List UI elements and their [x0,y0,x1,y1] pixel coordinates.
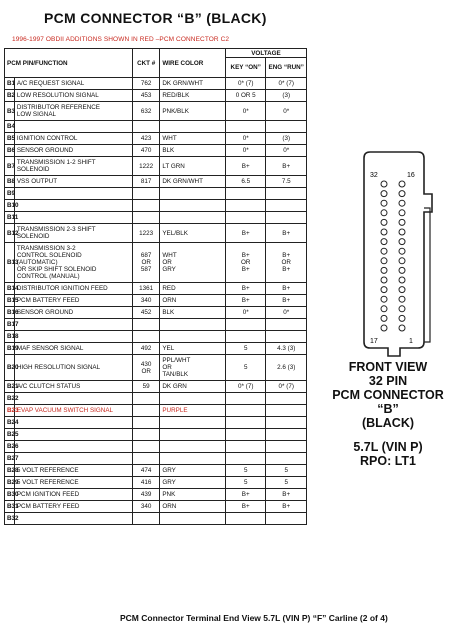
circuit-number: 423 [133,133,160,145]
voltage-key-on: 5 [225,355,265,381]
circuit-number: 470 [133,145,160,157]
circuit-number: 416 [133,477,160,489]
circuit-number: 1223 [133,224,160,243]
table-row [5,513,307,525]
pin-id: B9 [5,188,15,200]
table-row [5,188,307,200]
wire-color: RED [160,283,226,295]
pin-id: B23 [5,405,15,417]
pin-id: B18 [5,331,15,343]
pin-label-17: 17 [370,338,378,345]
pin-hole [381,306,387,312]
wire-color: BLK [160,307,226,319]
voltage-eng-run [266,441,307,453]
voltage-eng-run [266,212,307,224]
wire-color [160,319,226,331]
pin-hole [381,287,387,293]
pin-function [14,393,132,405]
table-row [5,465,307,477]
pin-id: B21 [5,381,15,393]
table-row [5,224,307,243]
voltage-eng-run [266,393,307,405]
circuit-number [133,319,160,331]
pin-hole [381,191,387,197]
voltage-eng-run: 0* [266,102,307,121]
circuit-number [133,200,160,212]
pin-id: B22 [5,393,15,405]
voltage-eng-run: 5 [266,477,307,489]
voltage-key-on [225,319,265,331]
voltage-key-on: 0* [225,307,265,319]
pin-hole [399,287,405,293]
circuit-number [133,121,160,133]
table-row [5,90,307,102]
table-row [5,200,307,212]
voltage-key-on: B+ [225,224,265,243]
voltage-eng-run: B+ OR B+ [266,243,307,283]
pin-function [14,121,132,133]
header-eng-run: ENG “RUN” [266,58,307,78]
pin-hole [399,258,405,264]
table-row [5,331,307,343]
wire-color: WHT OR GRY [160,243,226,283]
wire-color [160,429,226,441]
wire-color: WHT [160,133,226,145]
voltage-eng-run [266,429,307,441]
table-row [5,393,307,405]
voltage-key-on [225,393,265,405]
wire-color [160,331,226,343]
pin-hole [381,181,387,187]
pin-function [14,212,132,224]
wire-color [160,188,226,200]
table-row [5,441,307,453]
voltage-eng-run [266,121,307,133]
connector-letter-line: “B” [377,402,399,416]
circuit-number: 762 [133,78,160,90]
pin-hole [381,277,387,283]
voltage-key-on: 0* (7) [225,381,265,393]
voltage-key-on: 0 OR 5 [225,90,265,102]
wire-color: ORN [160,501,226,513]
connector-terminal-view [360,150,446,360]
pin-id: B31 [5,501,15,513]
table-row [5,343,307,355]
connector-key-tab [424,208,430,342]
table-row [5,405,307,417]
pin-id: B13 [5,243,15,283]
wire-color [160,441,226,453]
pin-function: 5 VOLT REFERENCE [14,465,132,477]
voltage-eng-run [266,405,307,417]
voltage-key-on: 5 [225,477,265,489]
pin-function [14,513,132,525]
wire-color: PNK [160,489,226,501]
voltage-key-on: 0* [225,102,265,121]
table-row [5,453,307,465]
wire-color: DK GRN [160,381,226,393]
voltage-eng-run [266,453,307,465]
pin-hole [381,267,387,273]
table-row [5,477,307,489]
front-view-line: FRONT VIEW [348,360,428,374]
pin-function [14,188,132,200]
voltage-key-on: B+ [225,501,265,513]
pin-function [14,453,132,465]
pin-id: B14 [5,283,15,295]
pin-function: A/C REQUEST SIGNAL [14,78,132,90]
pin-id: B6 [5,145,15,157]
circuit-number [133,441,160,453]
circuit-number [133,188,160,200]
voltage-key-on [225,429,265,441]
pin-function: DISTRIBUTOR IGNITION FEED [14,283,132,295]
circuit-number: 474 [133,465,160,477]
pin-label-16: 16 [407,172,415,179]
pin-function: MAF SENSOR SIGNAL [14,343,132,355]
voltage-eng-run [266,319,307,331]
wire-color: DK GRN/WHT [160,78,226,90]
voltage-key-on: 5 [225,343,265,355]
pin-function: 5 VOLT REFERENCE [14,477,132,489]
table-row [5,319,307,331]
table-row [5,102,307,121]
voltage-key-on [225,417,265,429]
pin-id: B12 [5,224,15,243]
voltage-eng-run: 4.3 (3) [266,343,307,355]
pin-hole [381,325,387,331]
pin-id: B24 [5,417,15,429]
pin-hole [381,229,387,235]
voltage-key-on: 5 [225,465,265,477]
pin-id: B2 [5,90,15,102]
voltage-eng-run: 0* [266,145,307,157]
voltage-eng-run [266,417,307,429]
front-view-caption [318,360,458,468]
red-additions-note: 1996-1997 OBDII ADDITIONS SHOWN IN RED –PCM CONNECTOR C2 [12,36,230,43]
pin-count-line: 32 PIN [368,374,408,388]
pin-id: B32 [5,513,15,525]
pin-id: B1 [5,78,15,90]
pin-function: IGNITION CONTROL [14,133,132,145]
pin-id: B17 [5,319,15,331]
pin-id: B20 [5,355,15,381]
connector-color-line: (BLACK) [361,416,415,430]
pin-function [14,331,132,343]
pin-hole [399,296,405,302]
pin-hole [381,296,387,302]
table-row [5,243,307,283]
pin-function: EVAP VACUUM SWITCH SIGNAL [14,405,132,417]
circuit-number: 687 OR 587 [133,243,160,283]
circuit-number: 452 [133,307,160,319]
voltage-key-on: B+ [225,157,265,176]
circuit-number [133,212,160,224]
pin-id: B26 [5,441,15,453]
pin-id: B11 [5,212,15,224]
pin-id: B25 [5,429,15,441]
voltage-key-on: 6.5 [225,176,265,188]
circuit-number [133,393,160,405]
pin-id: B8 [5,176,15,188]
wire-color [160,121,226,133]
page-footer: PCM Connector Terminal End View 5.7L (VIN P) “F” Carline (2 of 4) [120,613,388,623]
pin-function [14,441,132,453]
header-wire: WIRE COLOR [160,49,226,78]
table-row [5,176,307,188]
pin-id: B4 [5,121,15,133]
table-row [5,355,307,381]
pin-function: PCM IGNITION FEED [14,489,132,501]
voltage-key-on [225,331,265,343]
circuit-number [133,453,160,465]
pin-id: B3 [5,102,15,121]
pin-hole [399,239,405,245]
voltage-key-on: 0* [225,133,265,145]
voltage-key-on [225,121,265,133]
wire-color: LT GRN [160,157,226,176]
table-row [5,212,307,224]
circuit-number: 632 [133,102,160,121]
pin-hole [381,210,387,216]
pin-function: A/C CLUTCH STATUS [14,381,132,393]
voltage-key-on [225,513,265,525]
pin-table [4,48,307,525]
pin-hole [399,248,405,254]
pin-rows [5,78,307,525]
pin-function: TRANSMISSION 3-2 CONTROL SOLENOID (AUTOMATIC) OR SKIP SHIFT SOLENOID CONTROL (MANUAL) [14,243,132,283]
wire-color: GRY [160,465,226,477]
pin-hole [399,315,405,321]
pin-hole [399,181,405,187]
circuit-number [133,513,160,525]
rpo-line: RPO: LT1 [359,454,417,468]
pin-label-32: 32 [370,172,378,179]
circuit-number: 492 [133,343,160,355]
pin-function [14,417,132,429]
voltage-eng-run: B+ [266,283,307,295]
voltage-eng-run: 5 [266,465,307,477]
table-row [5,145,307,157]
voltage-key-on: 0* [225,145,265,157]
pin-hole [381,248,387,254]
engine-line: 5.7L (VIN P) [353,440,423,454]
voltage-eng-run: 0* (7) [266,381,307,393]
pin-function [14,319,132,331]
table-row [5,381,307,393]
circuit-number [133,417,160,429]
pin-hole [399,267,405,273]
circuit-number: 1361 [133,283,160,295]
voltage-eng-run: B+ [266,157,307,176]
header-ckt: CKT # [133,49,160,78]
pin-function: TRANSMISSION 1-2 SHIFT SOLENOID [14,157,132,176]
table-row [5,133,307,145]
pin-function: LOW RESOLUTION SIGNAL [14,90,132,102]
circuit-number: 340 [133,295,160,307]
wire-color: DK GRN/WHT [160,176,226,188]
voltage-eng-run: (3) [266,133,307,145]
pin-function: SENSOR GROUND [14,145,132,157]
table-row [5,429,307,441]
circuit-number [133,405,160,417]
voltage-eng-run: 7.5 [266,176,307,188]
voltage-eng-run: 2.6 (3) [266,355,307,381]
pin-id: B29 [5,477,15,489]
voltage-key-on [225,453,265,465]
table-row [5,501,307,513]
wire-color: RED/BLK [160,90,226,102]
voltage-eng-run: 0* (7) [266,78,307,90]
pin-function [14,200,132,212]
wire-color [160,393,226,405]
wire-color: BLK [160,145,226,157]
pin-hole [381,219,387,225]
circuit-number: 817 [133,176,160,188]
circuit-number [133,331,160,343]
voltage-eng-run: 0* [266,307,307,319]
page-title: PCM CONNECTOR “B” (BLACK) [44,10,267,26]
circuit-number: 59 [133,381,160,393]
pin-hole [399,325,405,331]
wire-color [160,200,226,212]
pin-label-1: 1 [409,338,413,345]
table-row [5,121,307,133]
circuit-number [133,429,160,441]
pin-id: B10 [5,200,15,212]
wire-color: PURPLE [160,405,226,417]
header-key-on: KEY “ON” [225,58,265,78]
pin-function: PCM BATTERY FEED [14,295,132,307]
table-row [5,78,307,90]
voltage-key-on [225,200,265,212]
voltage-eng-run [266,513,307,525]
wire-color [160,513,226,525]
pin-hole [399,210,405,216]
voltage-eng-run: B+ [266,489,307,501]
voltage-key-on [225,441,265,453]
pin-hole [399,200,405,206]
circuit-number: 430 OR [133,355,160,381]
pin-id: B7 [5,157,15,176]
table-row [5,283,307,295]
voltage-key-on: B+ OR B+ [225,243,265,283]
pin-hole [381,315,387,321]
pin-id: B30 [5,489,15,501]
wire-color [160,453,226,465]
pin-function: DISTRIBUTOR REFERENCE LOW SIGNAL [14,102,132,121]
header-voltage: VOLTAGE [225,49,306,58]
header-function: PCM PIN/FUNCTION [5,49,133,78]
table-row [5,417,307,429]
voltage-key-on [225,188,265,200]
table-row [5,489,307,501]
pin-hole [381,258,387,264]
pin-hole [399,229,405,235]
pin-id: B19 [5,343,15,355]
pin-hole [381,239,387,245]
table-row [5,157,307,176]
pin-hole [399,277,405,283]
pin-id: B15 [5,295,15,307]
pin-function [14,429,132,441]
pin-function: VSS OUTPUT [14,176,132,188]
voltage-eng-run [266,331,307,343]
voltage-eng-run [266,188,307,200]
voltage-key-on: B+ [225,295,265,307]
connector-name-line: PCM CONNECTOR [332,388,444,402]
pin-function: SENSOR GROUND [14,307,132,319]
circuit-number: 453 [133,90,160,102]
voltage-eng-run: B+ [266,295,307,307]
circuit-number: 340 [133,501,160,513]
voltage-eng-run: (3) [266,90,307,102]
pin-hole [399,191,405,197]
wire-color: PNK/BLK [160,102,226,121]
pin-id: B27 [5,453,15,465]
pin-id: B16 [5,307,15,319]
voltage-key-on [225,212,265,224]
circuit-number: 439 [133,489,160,501]
pin-function: PCM BATTERY FEED [14,501,132,513]
pin-id: B5 [5,133,15,145]
pin-hole [381,200,387,206]
pin-id: B28 [5,465,15,477]
connector-housing-outline [364,152,432,356]
wire-color: PPL/WHT OR TAN/BLK [160,355,226,381]
voltage-key-on: B+ [225,283,265,295]
voltage-key-on: B+ [225,489,265,501]
wire-color [160,212,226,224]
voltage-key-on [225,405,265,417]
pin-hole [399,306,405,312]
table-row [5,307,307,319]
voltage-eng-run: B+ [266,501,307,513]
pin-function: TRANSMISSION 2-3 SHIFT SOLENOID [14,224,132,243]
wire-color [160,417,226,429]
voltage-eng-run [266,200,307,212]
voltage-eng-run: B+ [266,224,307,243]
pin-function: HIGH RESOLUTION SIGNAL [14,355,132,381]
wire-color: GRY [160,477,226,489]
wire-color: YEL/BLK [160,224,226,243]
wire-color: ORN [160,295,226,307]
circuit-number: 1222 [133,157,160,176]
wire-color: YEL [160,343,226,355]
voltage-key-on: 0* (7) [225,78,265,90]
pin-hole [399,219,405,225]
table-row [5,295,307,307]
